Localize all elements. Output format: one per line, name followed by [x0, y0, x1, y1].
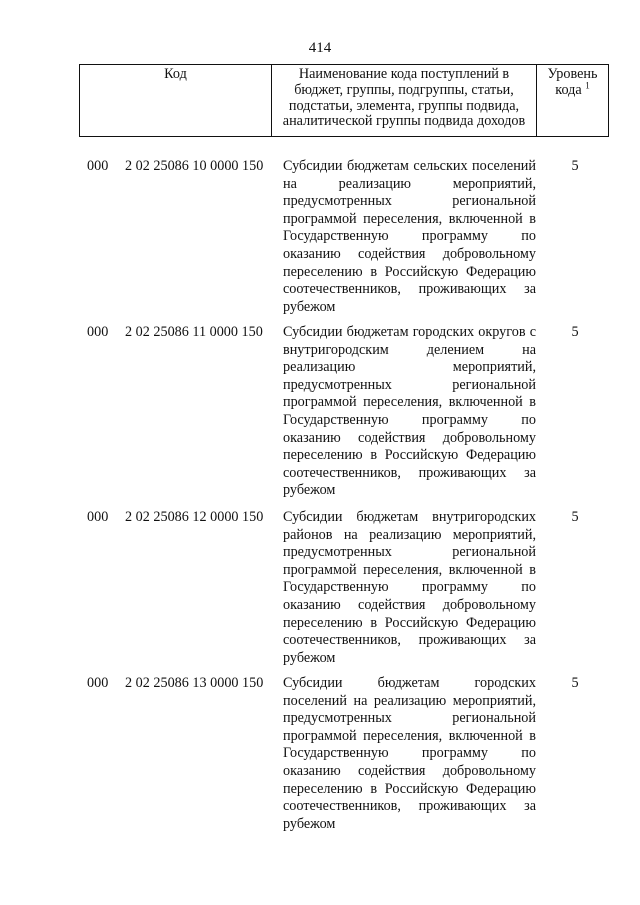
kbk-code: 2 02 25086 13 0000 150: [125, 675, 264, 691]
income-name: Субсидии бюджетам внутригородских районов на реализацию мероприятий, предусмотренных региональной программой переселения, включенной в Государственную программу по оказанию содействия добровольному переселению в Российскую Федерацию соотечественников, проживающих за рубежом: [283, 509, 536, 666]
page-number: 414: [308, 40, 332, 56]
table-row: [0, 324, 640, 509]
admin-code: 000: [87, 509, 109, 525]
header-level-footnote: 1: [585, 80, 590, 91]
income-name: Субсидии бюджетам городских поселений на реализацию мероприятий, предусмотренных региональной программой переселения, включенной в Государственную программу по оказанию содействия добровольному переселению в Российскую Федерацию соотечественников, проживающих за рубежом: [283, 675, 536, 832]
table-header: [79, 64, 609, 137]
code-level: 5: [571, 324, 579, 340]
header-code: Код: [79, 65, 272, 136]
admin-code: 000: [87, 158, 109, 174]
code-level: 5: [571, 675, 579, 691]
table-row: [0, 675, 640, 845]
code-level: 5: [571, 158, 579, 174]
header-level-label: Уровень кода: [547, 66, 598, 98]
kbk-code: 2 02 25086 11 0000 150: [125, 324, 263, 340]
admin-code: 000: [87, 324, 109, 340]
admin-code: 000: [87, 675, 109, 691]
income-name: Субсидии бюджетам сельских поселений на реализацию мероприятий, предусмотренных региональной программой переселения, включенной в Государственную программу по оказанию содействия добровольному переселению в Российскую Федерацию соотечественников, проживающих за рубежом: [283, 158, 536, 315]
table-row: [0, 158, 640, 324]
table-body: [0, 158, 640, 845]
code-level: 5: [571, 509, 579, 525]
table-row: [0, 509, 640, 675]
kbk-code: 2 02 25086 10 0000 150: [125, 158, 264, 174]
header-level: [537, 65, 609, 136]
kbk-code: 2 02 25086 12 0000 150: [125, 509, 264, 525]
income-name: Субсидии бюджетам городских округов с внутригородским делением на реализацию мероприятий, предусмотренных региональной программой переселения, включенной в Государственную программу по оказанию содействия добровольному переселению в Российскую Федерацию соотечественников, проживающих за рубежом: [283, 324, 536, 499]
header-name: Наименование кода поступлений в бюджет, группы, подгруппы, статьи, подстатьи, элемента, группы подвида, аналитической группы подвида доходов: [272, 65, 537, 136]
